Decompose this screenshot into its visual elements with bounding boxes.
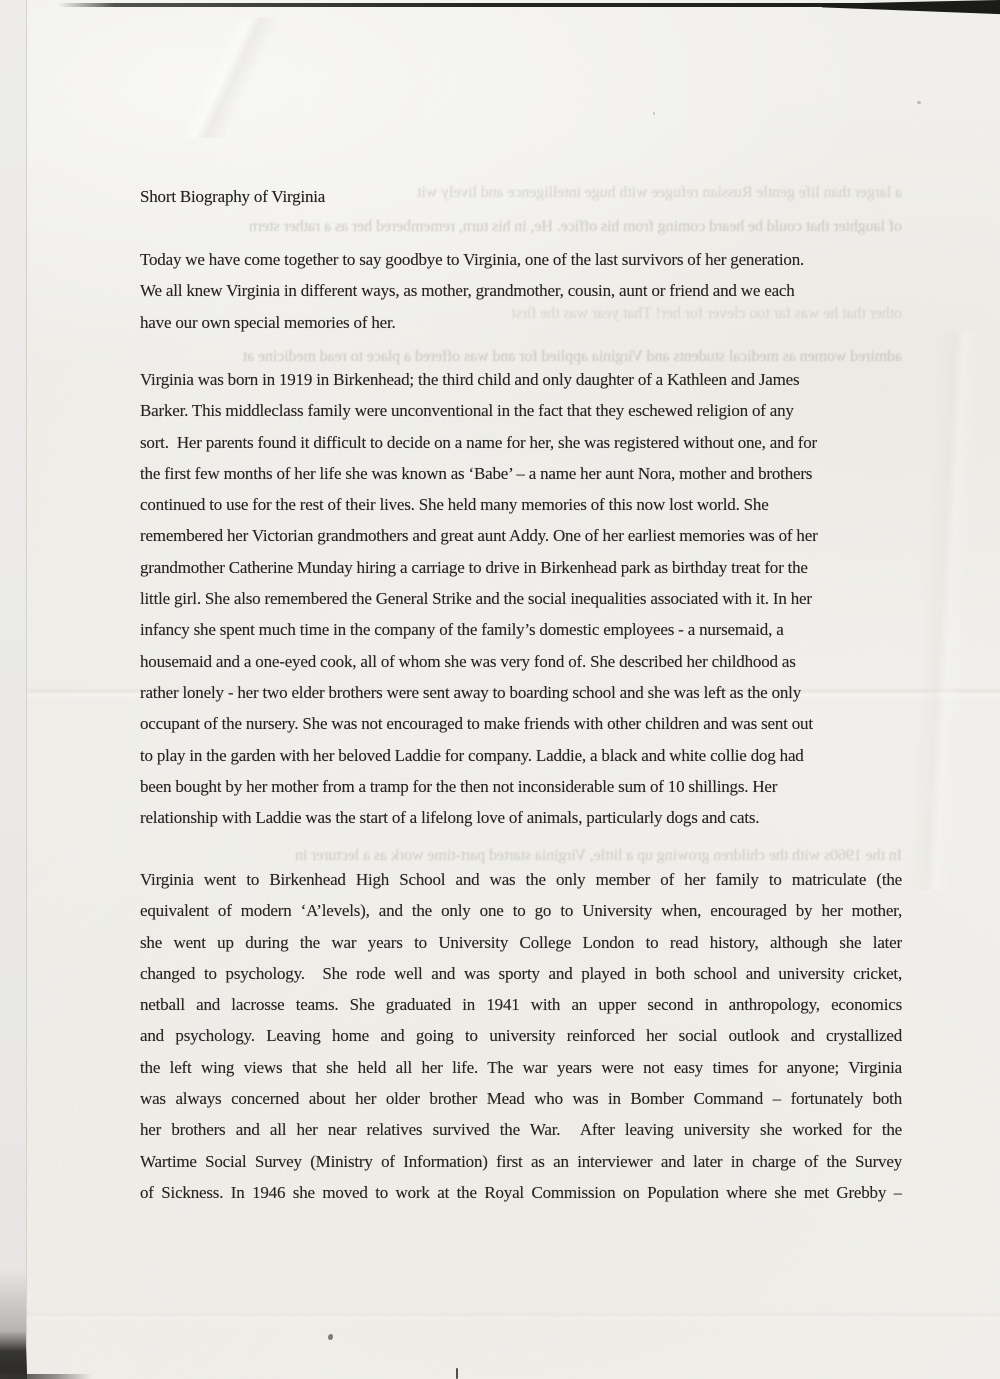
paper-crease-right — [892, 329, 991, 892]
text-line: remembered her Victorian grandmothers and great aunt Addy. One of her earliest memories was of her — [140, 526, 818, 546]
scanner-bed-left-edge — [0, 0, 26, 1379]
scan-speck — [653, 112, 655, 115]
text-line: Barker. This middleclass family were unconventional in the fact that they eschewed religion of any — [140, 401, 794, 421]
text-line: Virginia was born in 1919 in Birkenhead; the third child and only daughter of a Kathleen and James — [140, 370, 800, 389]
text-line: Virginia went to Birkenhead High School and was the only member of her family to matriculate (the — [140, 870, 902, 889]
scan-speck — [917, 101, 921, 104]
bleedthrough-text-line: In the 1960s with the children growing up a little, Virginia started part-time work as a lecturer in — [295, 847, 902, 864]
text-line: was always concerned about her older brother Mead who was in Bomber Command – fortunately both — [140, 1089, 902, 1109]
text-line: equivalent of modern ‘A’levels), and the only one to go to University when, encouraged by her mother, — [140, 901, 902, 921]
paragraph-education-war — [140, 864, 902, 1208]
text-line: housemaid and a one-eyed cook, all of whom she was very fond of. She described her childhood as — [140, 651, 796, 671]
text-line: the left wing views that she held all her life. The war years were not easy times for anyone; Virginia — [140, 1057, 902, 1077]
text-line: netball and lacrosse teams. She graduated in 1941 with an upper second in anthropology, economics — [140, 995, 902, 1015]
scan-speck — [456, 1368, 458, 1379]
bleedthrough-text-line: other that he was far too clever for her! That year was the first — [511, 305, 902, 322]
text-line: sort. Her parents found it difficult to decide on a name for her, she was registered without one, and for — [140, 432, 817, 452]
text-line: continued to use for the rest of their lives. She held many memories of this now lost world. She — [140, 495, 769, 515]
text-line: infancy she spent much time in the company of the family’s domestic employees - a nursemaid, a — [140, 620, 784, 640]
text-line: she went up during the war years to University College London to read history, although she later — [140, 932, 902, 952]
scan-edge-bottom-sliver — [0, 1374, 92, 1379]
paragraph-opening — [140, 244, 902, 338]
text-line: the first few months of her life she was known as ‘Babe’ – a name her aunt Nora, mother and brothers — [140, 463, 813, 483]
paper-crease-bottom — [27, 1310, 1000, 1322]
text-line: Wartime Social Survey (Ministry of Information) first as an interviewer and later in charge of the Survey — [140, 1151, 902, 1171]
bleedthrough-text-line: a larger than life gentle Russian refugee with huge intelligence and lively wit — [417, 184, 902, 201]
bleedthrough-text-line: admired women as medical students and Virginia applied for and was offered a place to read medicine at — [242, 348, 902, 365]
text-line: Today we have come together to say goodbye to Virginia, one of the last survivors of her generation. — [140, 250, 805, 269]
paragraph-early-life — [140, 364, 902, 833]
bleedthrough-text-line: of laughter that could be heard coming from his office. He, in his turn, remembered her as a rather stern — [249, 218, 902, 235]
text-line: of Sickness. In 1946 she moved to work at the Royal Commission on Population where she met Grebby – — [140, 1182, 902, 1202]
text-line: little girl. She also remembered the General Strike and the social inequalities associated with it. In her — [140, 589, 812, 609]
text-line: grandmother Catherine Munday hiring a carriage to drive in Birkenhead park as birthday treat for the — [140, 557, 808, 577]
paper-crease-top-left — [57, 18, 387, 138]
document-title: Short Biography of Virginia — [140, 187, 326, 206]
text-line: her brothers and all her near relatives survived the War. After leaving university she worked for the — [140, 1120, 902, 1140]
text-line: We all knew Virginia in different ways, as mother, grandmother, cousin, aunt or friend and we each — [140, 281, 795, 301]
text-line: and psychology. Leaving home and going to university reinforced her social outlook and crystallized — [140, 1026, 902, 1046]
text-line: rather lonely - her two elder brothers were sent away to boarding school and she was left as the only — [140, 682, 801, 702]
text-line: occupant of the nursery. She was not encouraged to make friends with other children and was sent out — [140, 714, 813, 734]
text-line: been bought by her mother from a tramp for the then not inconsiderable sum of 10 shillings. Her — [140, 776, 778, 796]
text-line: have our own special memories of her. — [140, 312, 396, 332]
text-line: changed to psychology. She rode well and was sporty and played in both school and university cricket, — [140, 963, 902, 983]
text-line: to play in the garden with her beloved Laddie for company. Laddie, a black and white collie dog had — [140, 745, 804, 765]
text-line: relationship with Laddie was the start of a lifelong love of animals, particularly dogs and cats. — [140, 808, 760, 828]
